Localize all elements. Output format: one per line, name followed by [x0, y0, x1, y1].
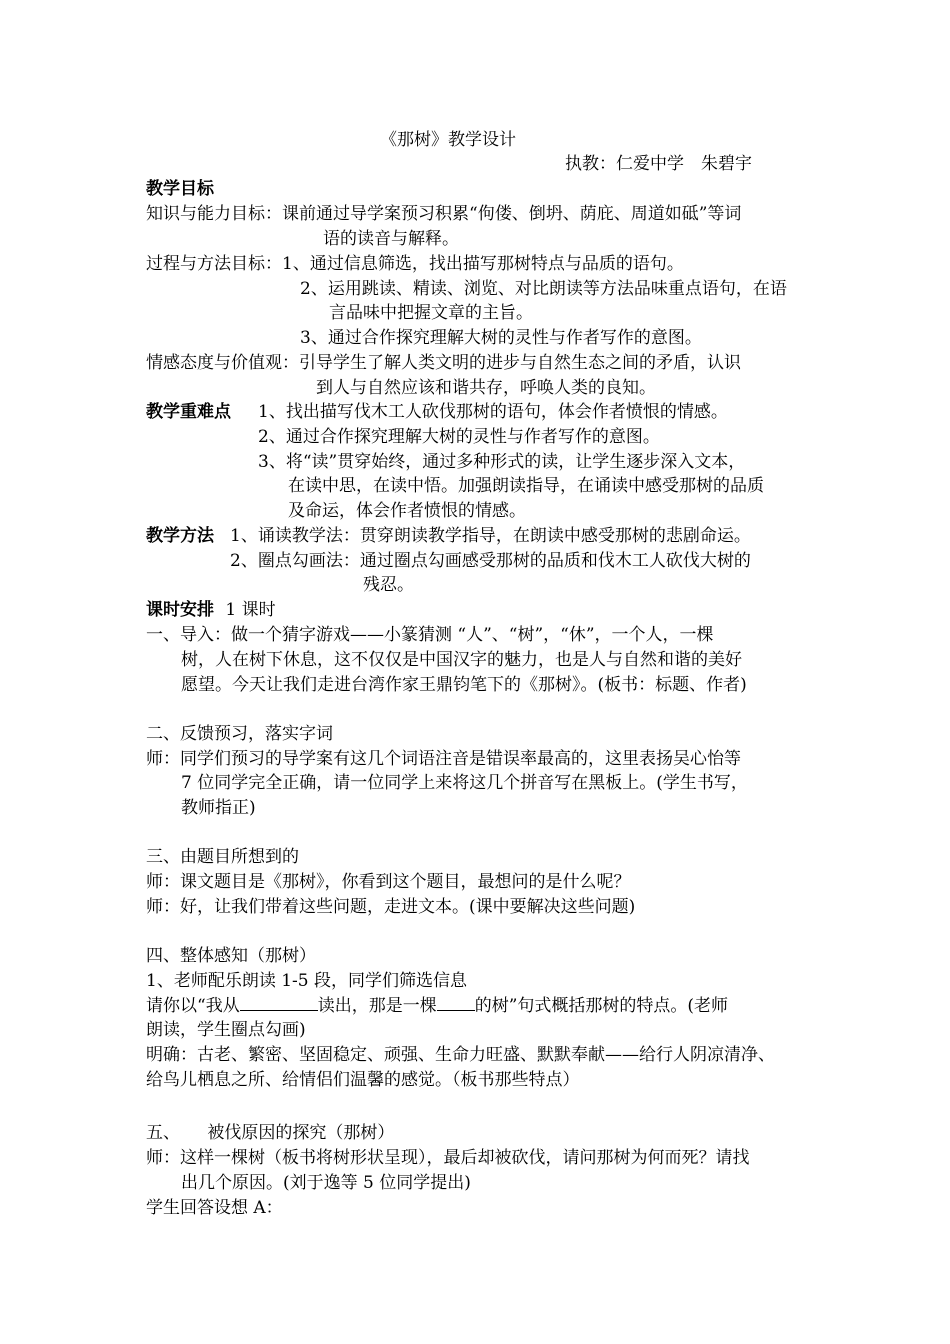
section5-number: 五、 [146, 1123, 180, 1143]
section5-line1: 师：这样一棵树（板书将树形状呈现），最后却被砍伐，请问那树为何而死？请找 [146, 1148, 750, 1168]
section1-line3: 愿望。今天让我们走进台湾作家王鼎钧笔下的《那树》。(板书：标题、作者) [181, 675, 747, 695]
section4-line1: 1、老师配乐朗读 1-5 段，同学们筛选信息 [146, 971, 467, 991]
section4-line3: 朗读，学生圈点勾画) [146, 1020, 306, 1040]
objective-knowledge-line1: 知识与能力目标：课前通过导学案预习积累“佝偻、倒坍、荫庇、周道如砥”等词 [146, 204, 742, 224]
key-point-3-line3: 及命运，体会作者愤恨的情感。 [288, 501, 526, 521]
key-point-1: 1、找出描写伐木工人砍伐那树的语句，体会作者愤恨的情感。 [258, 402, 728, 422]
methods-heading: 教学方法 [146, 526, 214, 546]
section1-line1: 一、导入：做一个猜字游戏——小篆猜测 “人”、“树”，“休”，一个人，一棵 [146, 625, 714, 645]
schedule-value: 1 课时 [225, 600, 276, 620]
document-title: 《那树》教学设计 [380, 130, 516, 150]
section5-line2: 出几个原因。(刘于逸等 5 位同学提出) [181, 1173, 471, 1193]
key-point-3-line2: 在读中思，在读中悟。加强朗读指导，在诵读中感受那树的品质 [288, 476, 764, 496]
section4-line2 [146, 994, 728, 1018]
method-2-line2: 残忍。 [363, 575, 414, 595]
section3-line1: 师：课文题目是《那树》，你看到这个题目，最想问的是什么呢？ [146, 872, 631, 892]
objective-emotion-line2: 到人与自然应该和谐共存，呼唤人类的良知。 [316, 378, 656, 398]
section2-line3: 教师指正) [181, 798, 256, 818]
objective-process-line1: 过程与方法目标：1、通过信息筛选，找出描写那树特点与品质的语句。 [146, 254, 684, 274]
schedule-heading: 课时安排 [146, 600, 214, 620]
sentence-pattern-part1: 请你以“我从 [146, 996, 240, 1016]
section4-heading: 四、整体感知（那树） [146, 946, 316, 966]
section3-heading: 三、由题目所想到的 [146, 847, 299, 867]
section5-heading: 被伐原因的探究（那树） [207, 1123, 395, 1143]
section1-line2: 树，人在树下休息，这不仅仅是中国汉字的魅力，也是人与自然和谐的美好 [181, 650, 742, 670]
section2-heading: 二、反馈预习，落实字词 [146, 724, 333, 744]
objective-emotion-line1: 情感态度与价值观：引导学生了解人类文明的进步与自然生态之间的矛盾，认识 [146, 353, 741, 373]
objective-process-line4: 3、通过合作探究理解大树的灵性与作者写作的意图。 [300, 328, 702, 348]
author-line: 执教：仁爱中学 朱碧宇 [565, 154, 752, 174]
section3-line2: 师：好，让我们带着这些问题，走进文本。(课中要解决这些问题) [146, 897, 636, 917]
objectives-heading: 教学目标 [146, 179, 214, 199]
method-1: 1、诵读教学法：贯穿朗读教学指导，在朗读中感受那树的悲剧命运。 [230, 526, 751, 546]
method-2-line1: 2、圈点勾画法：通过圈点勾画感受那树的品质和伐木工人砍伐大树的 [230, 551, 751, 571]
sentence-pattern-part3: 的树”句式概括那树的特点。(老师 [474, 996, 729, 1016]
schedule-line [146, 598, 276, 622]
section4-line5: 给鸟儿栖息之所、给情侣们温馨的感觉。（板书那些特点） [146, 1070, 580, 1090]
key-point-2: 2、通过合作探究理解大树的灵性与作者写作的意图。 [258, 427, 660, 447]
key-points-heading: 教学重难点 [146, 402, 231, 422]
objective-knowledge-line2: 语的读音与解释。 [323, 229, 459, 249]
section2-line2: 7 位同学完全正确，请一位同学上来将这几个拼音写在黑板上。(学生书写， [181, 773, 748, 793]
fill-in-blank-2 [437, 994, 475, 1011]
section4-line4: 明确：古老、繁密、坚固稳定、顽强、生命力旺盛、默默奉献——给行人阴凉清净、 [146, 1045, 775, 1065]
section2-line1: 师：同学们预习的导学案有这几个词语注音是错误率最高的，这里表扬吴心怡等 [146, 749, 741, 769]
key-point-3-line1: 3、将“读”贯穿始终，通过多种形式的读，让学生逐步深入文本， [258, 452, 746, 472]
objective-process-line3: 言品味中把握文章的主旨。 [329, 303, 533, 323]
fill-in-blank-1 [240, 994, 318, 1011]
section5-line3: 学生回答设想 A： [146, 1198, 283, 1218]
section5-heading-line [146, 1121, 394, 1145]
sentence-pattern-part2: 读出，那是一棵 [317, 996, 437, 1016]
objective-process-line2: 2、运用跳读、精读、浏览、对比朗读等方法品味重点语句，在语 [300, 279, 787, 299]
